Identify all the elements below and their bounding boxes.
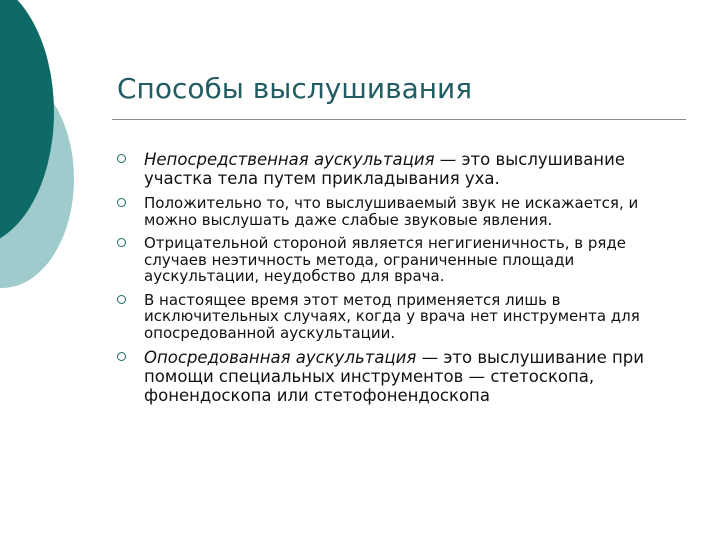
item-text: — это выслушивание участка тела путем прикладывания уха. xyxy=(144,150,625,188)
item-text: Положительно то, что выслушиваемый звук не искажается, и можно выслушать даже слабые звуковые явления. xyxy=(144,194,639,229)
term-emphasis: Непосредственная аускультация xyxy=(144,150,435,169)
list-item xyxy=(114,292,684,342)
bullet-circle-icon xyxy=(117,238,126,247)
bullet-circle-icon xyxy=(117,198,126,207)
item-text: Отрицательной стороной является негигиеничность, в ряде случаев неэтичность метода, ограниченные площади аускультации, неудобство для врача. xyxy=(144,234,626,285)
term-emphasis: Опосредованная аускультация xyxy=(144,348,417,367)
bullet-list xyxy=(114,150,684,412)
list-item xyxy=(114,348,684,405)
list-item xyxy=(114,235,684,285)
bullet-circle-icon xyxy=(117,154,126,163)
list-item xyxy=(114,150,684,188)
item-text: — это выслушивание при помощи специальных инструментов — стетоскопа, фонендоскопа или стетофонендоскопа xyxy=(144,348,645,405)
bullet-circle-icon xyxy=(117,352,126,361)
slide-title: Способы выслушивания xyxy=(117,72,473,105)
list-item xyxy=(114,195,684,228)
title-divider xyxy=(112,119,686,120)
bullet-circle-icon xyxy=(117,295,126,304)
item-text: В настоящее время этот метод применяется лишь в исключительных случаях, когда у врача нет инструмента для опосредованной аускультации. xyxy=(144,290,640,342)
